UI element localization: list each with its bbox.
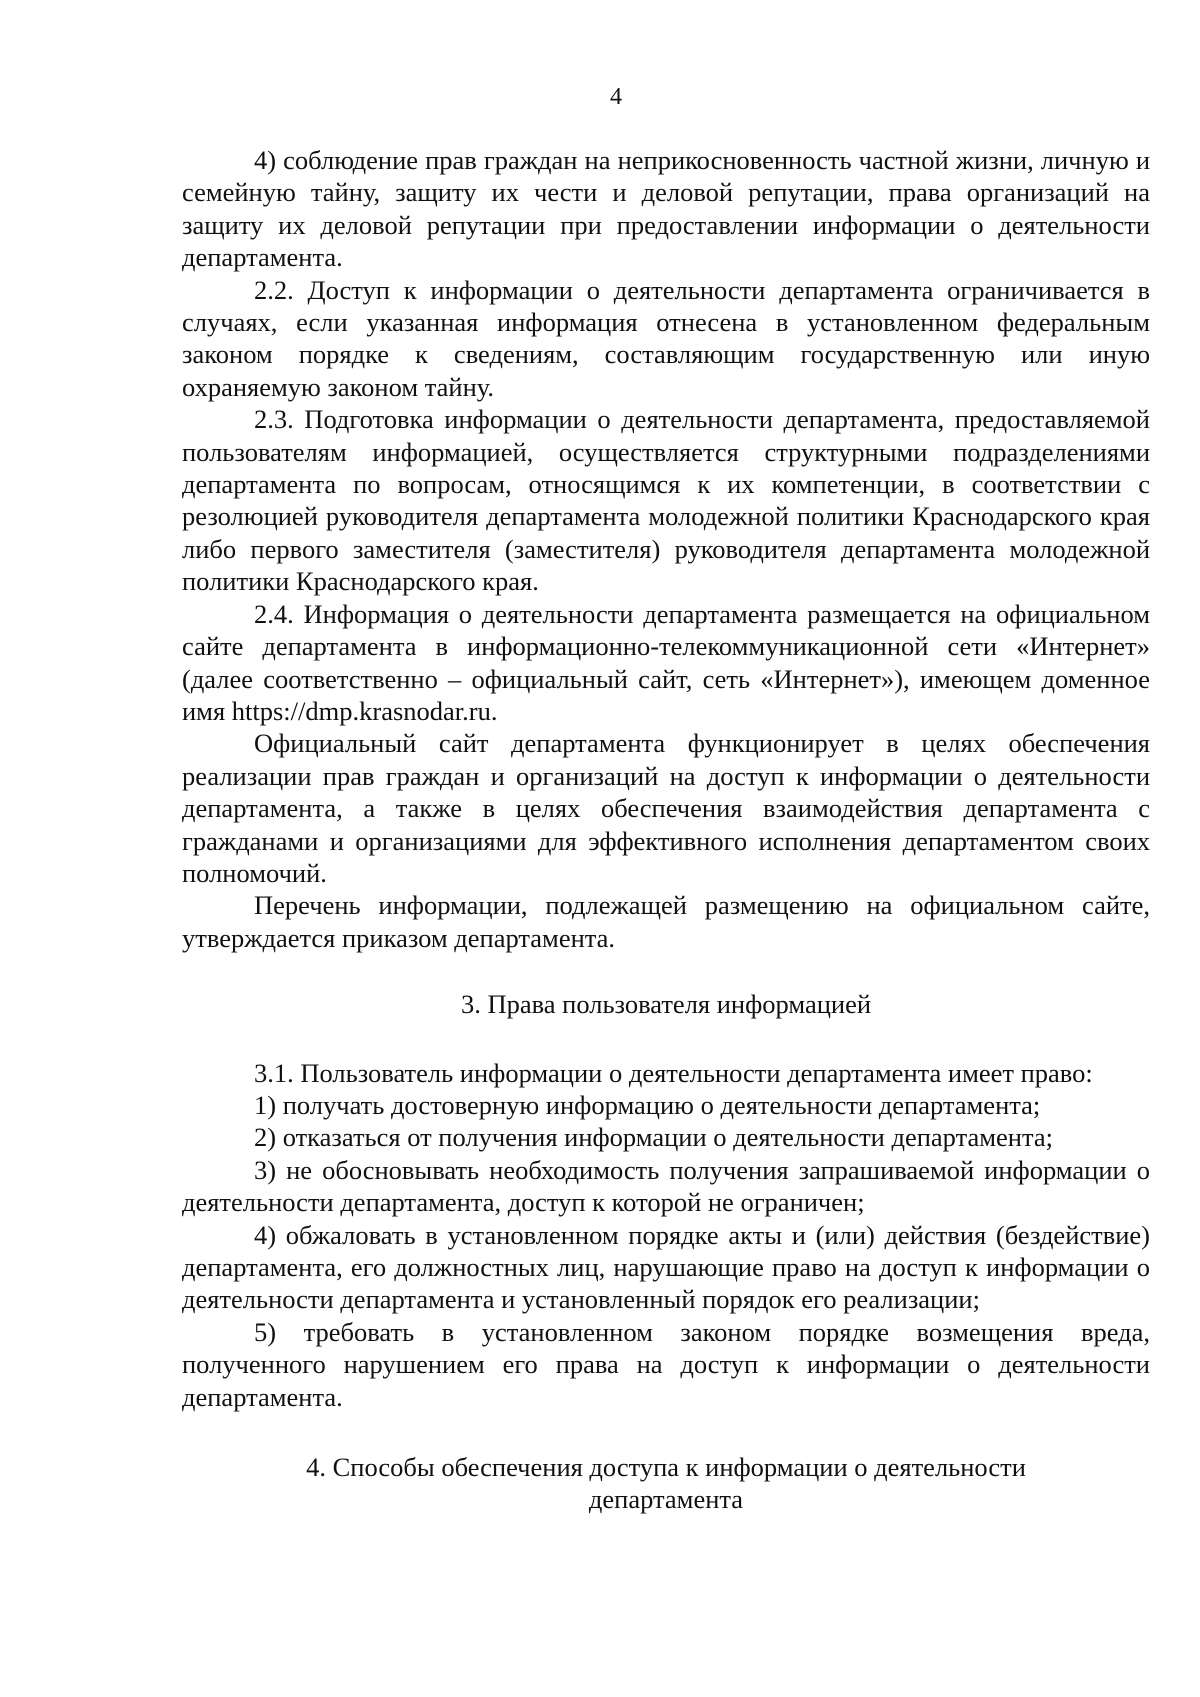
paragraph-info-list: Перечень информации, подлежащей размещению на официальном сайте, утверждается приказом департамента. bbox=[182, 890, 1150, 953]
paragraph-2-3: 2.3. Подготовка информации о деятельности департамента, предоставляемой пользователям информацией, осуществляется структурными подразделениями департамента по вопросам, относящимся к их компетенции, в соответствии с резолюцией руководителя департамента молодежной политики Краснодарского края либо первого заместителя (заместителя) руководителя департамента молодежной политики Краснодарского края. bbox=[182, 404, 1150, 597]
paragraph-2-4: 2.4. Информация о деятельности департамента размещается на официальном сайте департамента в информационно-телекоммуникационной сети «Интернет» (далее соответственно – официальный сайт, сеть «Интернет»), имеющем доменное имя https://dmp.krasnodar.ru. bbox=[182, 598, 1150, 726]
list-item-3-1-5: 5) требовать в установленном законом порядке возмещения вреда, полученного нарушением его права на доступ к информации о деятельности департамента. bbox=[182, 1316, 1150, 1412]
list-item-3-1-3: 3) не обосновывать необходимость получения запрашиваемой информации о деятельности департамента, доступ к которой не ограничен; bbox=[182, 1154, 1150, 1218]
paragraph-official-site: Официальный сайт департамента функционирует в целях обеспечения реализации прав граждан и организаций на доступ к информации о деятельности департамента, а также в целях обеспечения взаимодействия департамента с гражданами и организациями для эффективного исполнения департаментом своих полномочий. bbox=[182, 728, 1150, 888]
list-item-3-1-2: 2) отказаться от получения информации о деятельности департамента; bbox=[254, 1122, 1053, 1153]
page-number: 4 bbox=[610, 84, 622, 110]
section-heading-3: 3. Права пользователя информацией bbox=[460, 989, 872, 1020]
list-item-3-1-4: 4) обжаловать в установленном порядке акты и (или) действия (бездействие) департамента, его должностных лиц, нарушающие право на доступ к информации о деятельности департамента и установленный порядок его реализации; bbox=[182, 1219, 1150, 1315]
paragraph-2-2: 2.2. Доступ к информации о деятельности департамента ограничивается в случаях, если указанная информация отнесена в установленном федеральным законом порядке к сведениям, составляющим государственную или иную охраняемую законом тайну. bbox=[182, 274, 1150, 402]
document-body bbox=[182, 144, 1150, 1516]
list-item-3-1-1: 1) получать достоверную информацию о деятельности департамента; bbox=[254, 1089, 1041, 1120]
paragraph-3-1: 3.1. Пользователь информации о деятельности департамента имеет право: bbox=[254, 1057, 1093, 1088]
paragraph-2-1-4: 4) соблюдение прав граждан на неприкосновенность частной жизни, личную и семейную тайну, защиту их чести и деловой репутации, права организаций на защиту их деловой репутации при предоставлении информации о деятельности департамента. bbox=[182, 145, 1150, 273]
section-heading-4: 4. Способы обеспечения доступа к информации о деятельности департамента bbox=[306, 1452, 1026, 1515]
